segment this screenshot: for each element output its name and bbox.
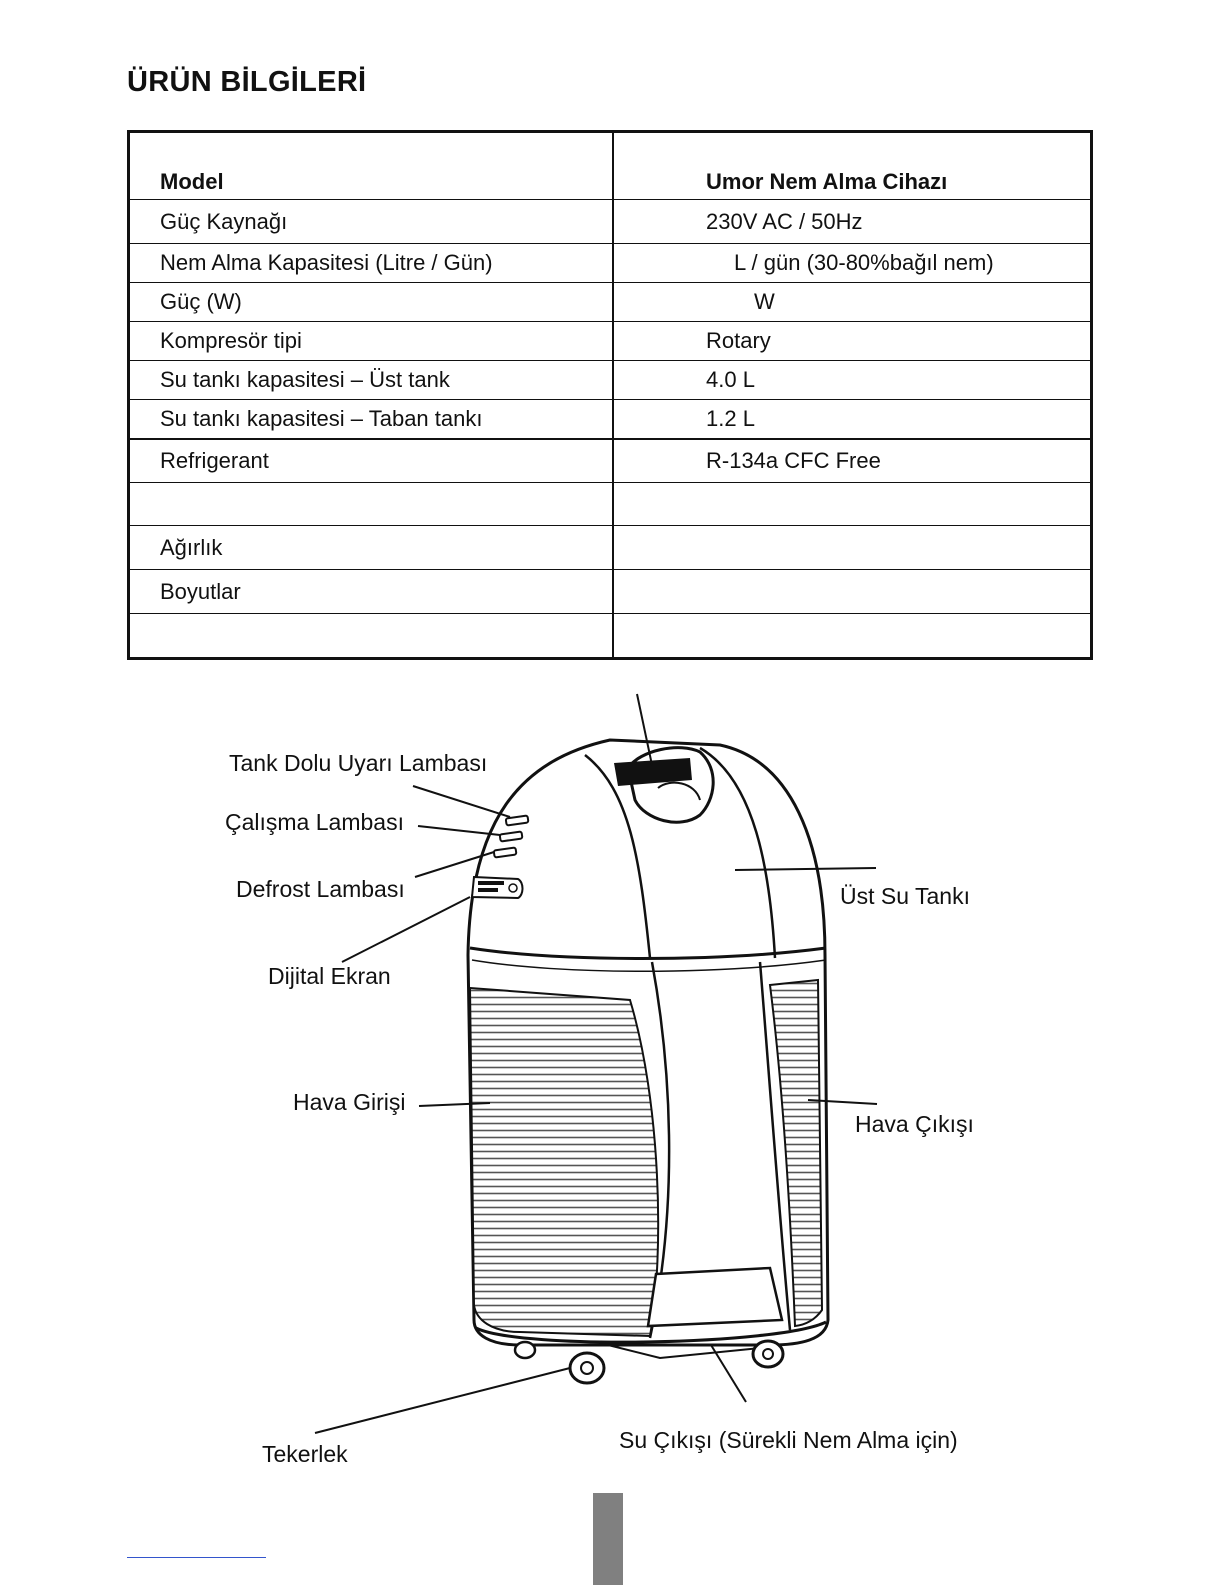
row-label: Su tankı kapasitesi – Üst tank	[129, 361, 614, 400]
row-value: Rotary	[613, 322, 1092, 361]
row-label: Güç (W)	[129, 283, 614, 322]
row-value: 1.2 L	[613, 400, 1092, 440]
row-label: Ağırlık	[129, 526, 614, 570]
label-upper-water-tank: Üst Su Tankı	[840, 883, 970, 909]
row-label: Su tankı kapasitesi – Taban tankı	[129, 400, 614, 440]
label-air-outlet: Hava Çıkışı	[855, 1111, 974, 1137]
header-product-name: Umor Nem Alma Cihazı	[613, 132, 1092, 200]
label-operation-lamp: Çalışma Lambası	[225, 809, 404, 835]
row-value: L / gün (30-80%bağıl nem)	[613, 244, 1092, 283]
air-inlet-grille	[470, 988, 658, 1336]
header-model: Model	[129, 132, 614, 200]
row-value: 4.0 L	[613, 361, 1092, 400]
row-label: Kompresör tipi	[129, 322, 614, 361]
page-title: ÜRÜN BİLGİLERİ	[127, 66, 367, 98]
row-label: Boyutlar	[129, 570, 614, 614]
label-defrost-lamp: Defrost Lambası	[236, 876, 405, 902]
row-value: W	[613, 283, 1092, 322]
footer-rule	[127, 1557, 266, 1558]
digital-display-icon	[472, 877, 523, 898]
label-tank-full-lamp: Tank Dolu Uyarı Lambası	[229, 750, 488, 776]
row-value: 230V AC / 50Hz	[613, 200, 1092, 244]
label-water-outlet: Su Çıkışı (Sürekli Nem Alma için)	[619, 1427, 958, 1453]
label-digital-display: Dijital Ekran	[268, 963, 391, 989]
page-tab-marker	[593, 1493, 623, 1585]
row-value: R-134a CFC Free	[613, 439, 1092, 483]
wheel-icon	[515, 1341, 783, 1383]
label-air-inlet: Hava Girişi	[293, 1089, 406, 1115]
row-label: Nem Alma Kapasitesi (Litre / Gün)	[129, 244, 614, 283]
bottom-tank	[648, 1268, 782, 1326]
label-wheel: Tekerlek	[262, 1441, 348, 1467]
row-label: Refrigerant	[129, 439, 614, 483]
row-label: Güç Kaynağı	[129, 200, 614, 244]
